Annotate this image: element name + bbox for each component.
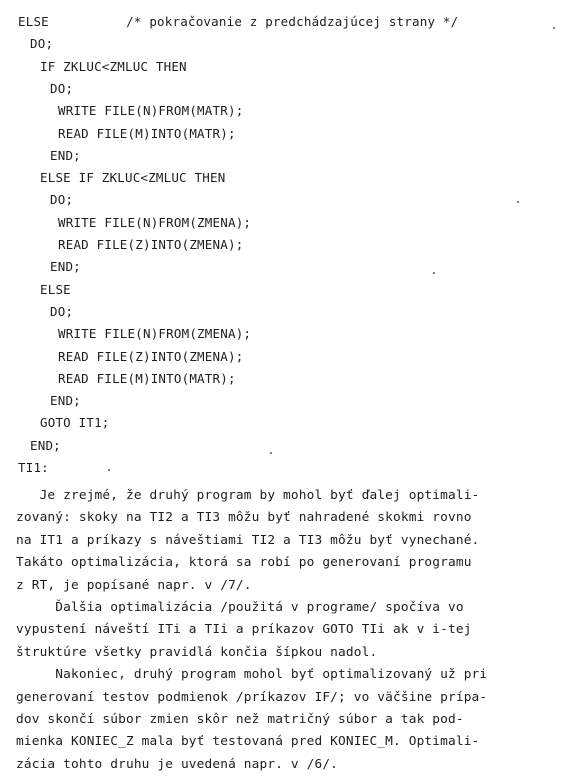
text-line: mienka KONIEC_Z mala byť testovaná pred KONIEC_M. Optimali- [16,734,480,750]
scan-speck [517,201,519,203]
text-line: dov skončí súbor zmien skôr než matričný súbor a tak pod- [16,712,464,727]
code-line: READ FILE(M)INTO(MATR); [58,370,236,386]
code-line: WRITE FILE(N)FROM(ZMENA); [58,326,252,342]
code-line: DO; [50,80,74,96]
code-line: DO; [30,36,54,52]
text-line: vypustení náveští ITi a TIi a príkazov GOTO TIi ak v i-tej [16,622,472,638]
code-line: END; [50,259,81,275]
code-line: END; [50,393,81,409]
text-line: Je zrejmé, že druhý program by mohol byť ďalej optimali- [16,488,480,503]
code-line: TI1: [18,460,49,475]
code-line: DO; [50,192,74,208]
code-line: WRITE FILE(N)FROM(MATR); [58,103,244,119]
text-line: Ďalšia optimalizácia /použitá v programe/ spočíva vo [16,600,464,615]
scan-speck [108,469,110,471]
text-line: Takáto optimalizácia, ktorá sa robí po generovaní programu [16,555,472,571]
code-line: GOTO IT1; [40,415,110,431]
text-line: z RT, je popísané napr. v /7/. [16,577,252,593]
scan-speck [433,272,435,274]
text-line: na IT1 a príkazy s náveštiami TI2 a TI3 môžu byť vynechané. [16,532,480,548]
code-line: READ FILE(Z)INTO(ZMENA); [58,348,244,364]
code-line: ELSE [40,281,71,297]
text-line: Nakoniec, druhý program mohol byť optimalizovaný už pri [16,667,488,683]
scan-speck [553,27,555,29]
code-line: END; [50,147,81,163]
code-line: ELSE IF ZKLUC<ZMLUC THEN [40,170,226,186]
code-line: READ FILE(M)INTO(MATR); [58,125,236,141]
code-line: WRITE FILE(N)FROM(ZMENA); [58,214,252,230]
code-line: END; [30,437,61,453]
code-line: READ FILE(Z)INTO(ZMENA); [58,237,244,252]
code-line: IF ZKLUC<ZMLUC THEN [40,58,187,74]
code-line: ELSE /* pokračovanie z predchádzajúcej strany */ [18,14,459,29]
text-line: zovaný: skoky na TI2 a TI3 môžu byť nahradené skokmi rovno [16,510,472,526]
scan-speck [270,452,272,454]
code-line: DO; [50,303,74,319]
text-line: generovaní testov podmienok /príkazov IF/; vo väčšine prípa- [16,689,488,705]
text-line: zácia tohto druhu je uvedená napr. v /6/. [16,756,339,772]
text-line: štruktúre všetky pravidlá končia šípkou nadol. [16,644,378,660]
